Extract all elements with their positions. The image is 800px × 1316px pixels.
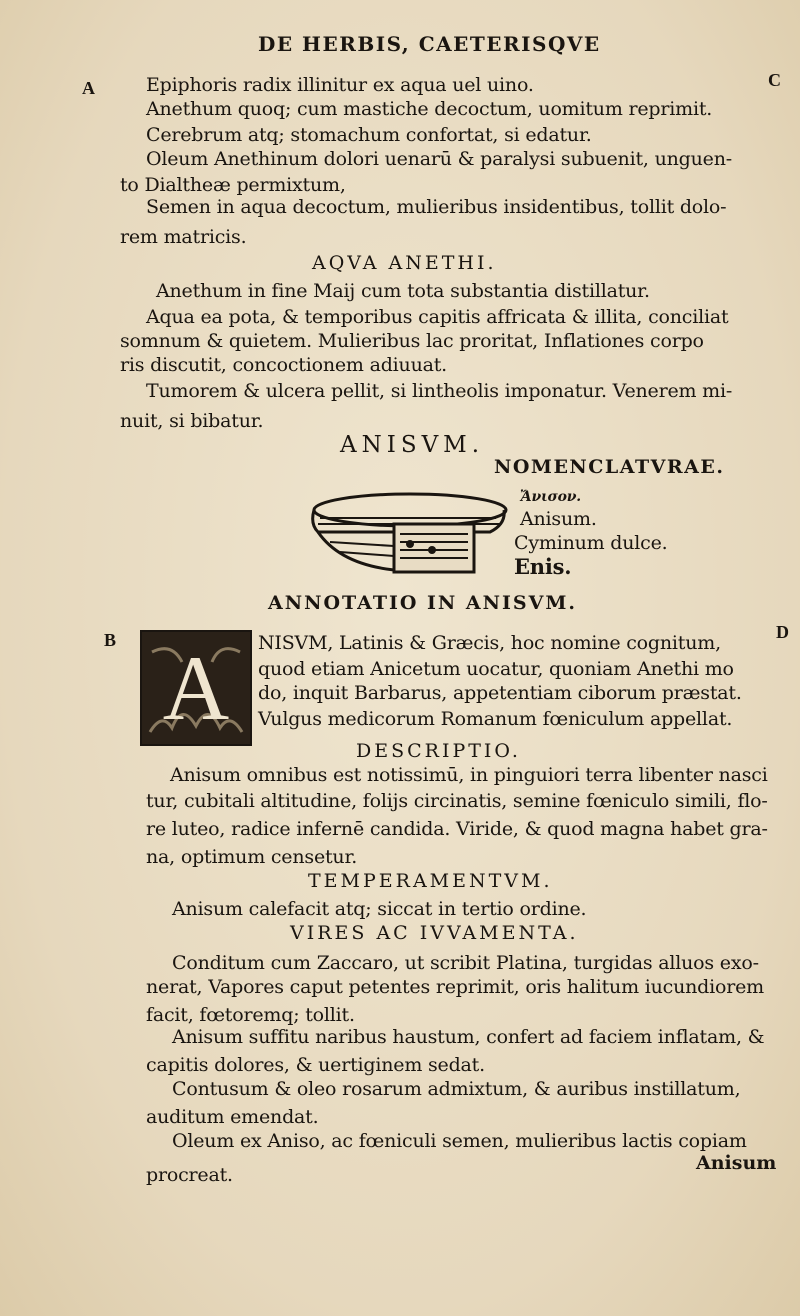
text-line: Conditum cum Zaccaro, ut scribit Platina, turgidas alluos exo- — [172, 952, 759, 974]
text-line: Anethum quoq; cum mastiche decoctum, uomitum reprimit. — [146, 98, 713, 120]
margin-letter-d: D — [776, 622, 789, 642]
nomen-item: Enis. — [514, 554, 572, 579]
text-line: do, inquit Barbarus, appetentiam ciborum præstat. — [258, 682, 742, 704]
heading-descriptio: DESCRIPTIO. — [356, 740, 521, 762]
drop-cap-letter: A — [162, 637, 230, 739]
heading-aqua-anethi: AQVA ANETHI. — [312, 252, 497, 274]
text-line: ris discutit, concoctionem adiuuat. — [120, 354, 448, 376]
text-line: Semen in aqua decoctum, mulieribus insidentibus, tollit dolo- — [146, 196, 727, 218]
text-line: re luteo, radice infernē candida. Viride, & quod magna habet gra- — [146, 818, 768, 840]
text-line: Anisum calefacit atq; siccat in tertio ordine. — [172, 898, 587, 920]
drop-cap-box — [140, 630, 252, 746]
heading-temperamentum: TEMPERAMENTVM. — [308, 870, 553, 892]
text-line: somnum & quietem. Mulieribus lac proritat, Inflationes corpo — [120, 330, 704, 352]
running-head: DE HERBIS, CAETERISQVE — [258, 32, 601, 56]
root-illustration — [300, 484, 510, 584]
text-line: rem matricis. — [120, 226, 247, 248]
text-line: Aqua ea pota, & temporibus capitis affricata & illita, conciliat — [146, 306, 729, 328]
text-line: tur, cubitali altitudine, folijs circinatis, semine fœniculo simili, flo- — [146, 790, 768, 812]
text-line: Anisum suffitu naribus haustum, confert ad faciem inflatam, & — [172, 1026, 765, 1048]
heading-annotatio: ANNOTATIO IN ANISVM. — [268, 592, 577, 614]
text-line: procreat. — [146, 1164, 233, 1186]
margin-letter-a: A — [82, 78, 95, 98]
nomen-greek: Ἄνισον. — [520, 489, 581, 505]
text-line: Cerebrum atq; stomachum confortat, si edatur. — [146, 124, 592, 146]
text-line: NISVM, Latinis & Græcis, hoc nomine cognitum, — [258, 632, 721, 654]
text-line: Anethum in fine Maij cum tota substantia distillatur. — [156, 280, 650, 302]
text-line: Oleum ex Aniso, ac fœniculi semen, mulieribus lactis copiam — [172, 1130, 747, 1152]
text-line: Contusum & oleo rosarum admixtum, & auribus instillatum, — [172, 1078, 741, 1100]
heading-nomenclaturae: NOMENCLATVRAE. — [494, 456, 725, 478]
text-line: Oleum Anethinum dolori uenarū & paralysi subuenit, unguen- — [146, 148, 732, 170]
catchword: Anisum — [696, 1152, 777, 1174]
text-line: capitis dolores, & uertiginem sedat. — [146, 1054, 485, 1076]
text-line: quod etiam Anicetum uocatur, quoniam Anethi mo — [258, 658, 734, 680]
text-line: to Dialtheæ permixtum, — [120, 174, 346, 196]
heading-vires: VIRES AC IVVAMENTA. — [290, 922, 579, 944]
text-line: Vulgus medicorum Romanum fœniculum appellat. — [258, 708, 733, 730]
text-line: auditum emendat. — [146, 1106, 319, 1128]
text-line: Tumorem & ulcera pellit, si lintheolis imponatur. Venerem mi- — [146, 380, 733, 402]
heading-anisum: ANISVM. — [340, 432, 485, 458]
nomen-item: Cyminum dulce. — [514, 532, 668, 554]
text-line: facit, fœtoremq; tollit. — [146, 1004, 355, 1026]
margin-letter-c: C — [768, 70, 781, 90]
nomen-item: Anisum. — [520, 508, 597, 530]
text-line: nuit, si bibatur. — [120, 410, 264, 432]
text-line: Anisum omnibus est notissimū, in pinguiori terra libenter nasci — [170, 764, 768, 786]
margin-letter-b: B — [104, 630, 117, 650]
text-line: na, optimum censetur. — [146, 846, 358, 868]
text-line: Epiphoris radix illinitur ex aqua uel uino. — [146, 74, 534, 96]
text-line: nerat, Vapores caput petentes reprimit, oris halitum iucundiorem — [146, 976, 765, 998]
